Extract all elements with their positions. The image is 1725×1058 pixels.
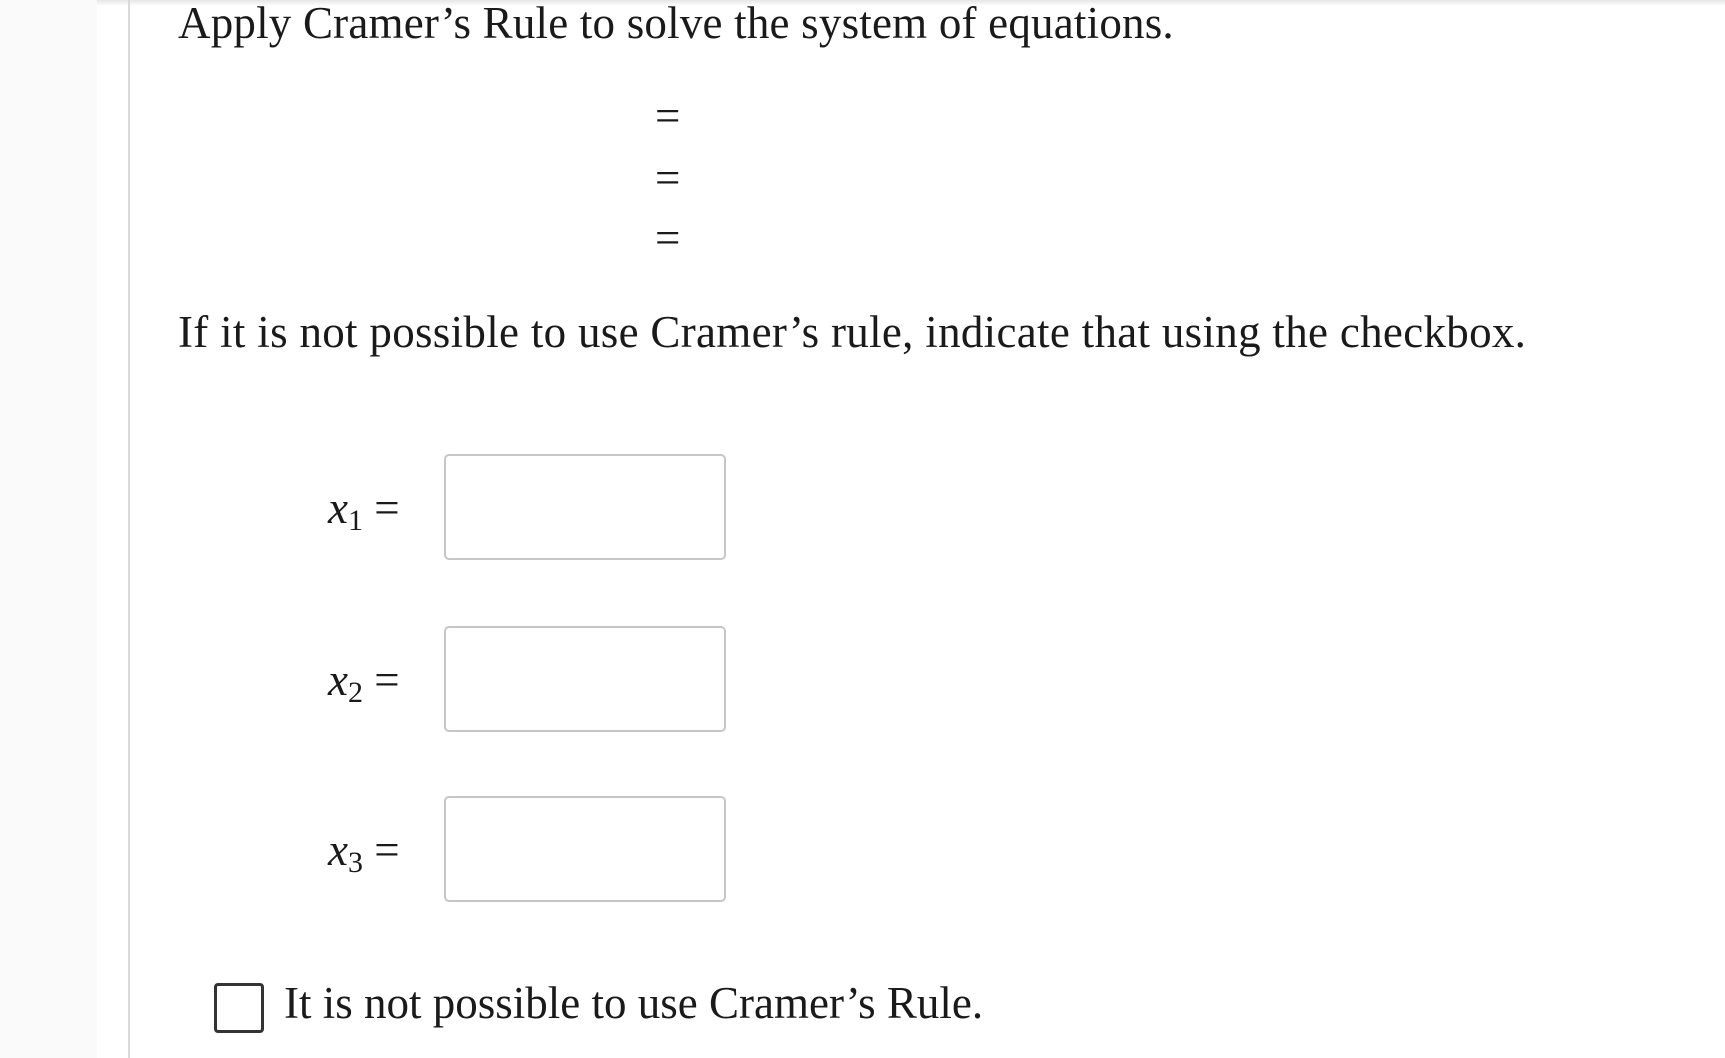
- equals-sign: =: [655, 91, 681, 141]
- x2-answer-input[interactable]: [444, 626, 726, 732]
- instruction-note: If it is not possible to use Cramer’s rule, indicate that using the checkbox.: [178, 307, 1527, 357]
- equals-sign: =: [655, 213, 681, 263]
- x1-label: $x_1$ =: [328, 483, 400, 537]
- equation-row: [0, 208, 900, 268]
- x2-label: $x_2$ =: [328, 655, 400, 709]
- checkbox-label[interactable]: It is not possible to use Cramer’s Rule.: [284, 978, 984, 1028]
- equation-row: [0, 148, 900, 208]
- equation-row: [0, 86, 900, 146]
- equals-sign: =: [655, 153, 681, 203]
- not-possible-checkbox[interactable]: [214, 983, 264, 1033]
- x3-answer-input[interactable]: [444, 796, 726, 902]
- x1-answer-input[interactable]: [444, 454, 726, 560]
- problem-instruction: Apply Cramer’s Rule to solve the system of equations.: [178, 0, 1174, 48]
- x3-label: $x_3$ =: [328, 825, 400, 879]
